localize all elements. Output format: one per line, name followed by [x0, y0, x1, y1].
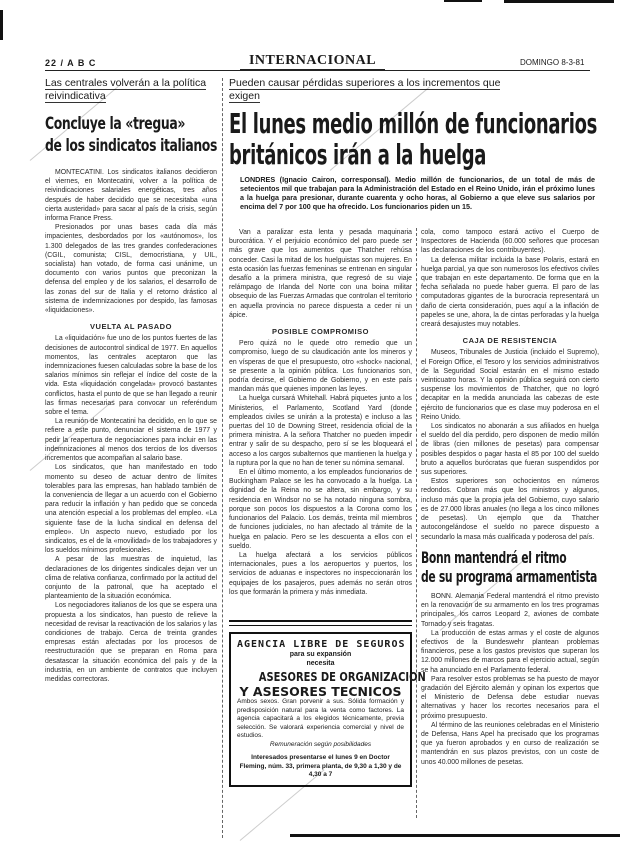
ad-agency-name: AGENCIA LIBRE DE SEGUROS — [237, 639, 406, 650]
headline-line: británicos irán a la huelga — [229, 138, 487, 171]
paragraph: Los sindicatos no abonarán a sus afiliados en huelga el sueldo del día perdido, pero disponen de medio millón de libras (cien millones de pesetas) para compensar posibles despidos o pagar hasta el 85 por 100 del sueldo bruto a aquellos burócratas que fueran suspendidos por sus superiores. — [421, 423, 599, 477]
ad-body: Ambos sexos. Gran porvenir a sus. Sólida formación y predisposición natural para la venta como factores. La agencia capacitará a los elegidos técnicamente, previa selección. Se valorará experiencia comercial y nivel de estudios. — [237, 698, 404, 739]
bonn-article-headline — [421, 548, 597, 586]
bottom-rule — [290, 834, 620, 837]
ad-text: para su expansión — [289, 651, 352, 658]
bonn-article-body — [421, 592, 599, 826]
ad-position-title: ASESORES DE ORGANIZACION — [258, 669, 426, 684]
page-edge-mark — [0, 10, 3, 40]
headline-line: El lunes medio millón de funcionarios — [229, 107, 597, 140]
header-rule — [45, 70, 590, 71]
paragraph: La huelga afectará a los servicios públicos internacionales, pues a los aeropuertos y puertos, los servicios de aduanas e inspectores no inspeccionarán los equipajes de los pasajeros, pues además no serán otros los que formarán la primera y más inmediata. — [229, 551, 412, 596]
paragraph: A pesar de las muestras de inquietud, las declaraciones de los dirigentes sindicales dejan ver un clima de relativa confianza, confirmado por la actitud del conjunto de la patronal, que ha aceptado el planteamiento de la situación económica. — [45, 556, 217, 601]
issue-date: DOMINGO 8-3-81 — [520, 58, 585, 67]
paragraph: Presionados por unas bases cada día más impacientes, desbordados por los «autónomos», los 1.300 delegados de las tres grandes confederaciones (CGIL, comunista; CISL, democristiana, y UIL, socialista) han votado, de forma casi unánime, un documento con varios puntos que preconizan la defensa del empleo y de los salarios, el desarrollo de las zonas del sur de Italia y el retorno drástico al sistema de indemnizaciones por despido, las famosas «liquidaciones». — [45, 224, 217, 315]
paragraph: La producción de estas armas y el coste de algunos efectivos de la Bundeswehr plantean problemas financieros, pese a los gastos previstos que superan los 12.000 millones de marcos para el ejercicio actual, según se ha anunciado en el Parlamento federal. — [421, 629, 599, 674]
paragraph: La «liquidación» fue uno de los puntos fuertes de las decisiones de autocontrol sindical de 1977. En aquellos momentos, las centrales aceptaron que las indemnizaciones fuesen calculadas sobre la base de los salarios mínimos sin reflejar el índice del coste de la vida. Esta «liquidación congelada» provocó bastantes conflictos, hasta el punto de que se han llegado a reunir las firmas necesarias para convocar un referéndum sobre el tema. — [45, 335, 217, 417]
paragraph: Estos superiores son ochocientos en números redondos. Cobran más que los ministros y algunos, incluso más que la propia jefa del Gobierno, cuyo salario es de 27.000 libras anuales (no llega a los cinco millones de pesetas). Un ejemplo que da Thatcher autocongelándose el sueldo no parece dispuesto a secundarlo la masa más cualificada y poderosa del país. — [421, 478, 599, 540]
paragraph: Museos, Tribunales de Justicia (incluido el Supremo), el Foreign Office, el Tesoro y los servicios administrativos de la Seguridad Social estarán en el mismo estado veinticuatro horas. Y la opinión pública seguirá con cierto suspense los movimientos de Thatcher, que no logró decapitar en la medida anunciada las cabezas de este ejército de funcionarios que es clase muy poderosa en el Reino Unido. — [421, 349, 599, 421]
main-article-lead: LONDRES (Ignacio Cairon, corresponsal). Medio millón de funcionarios, de un total de más de setecientos mil que trabajan para la Administración del Estado en el Reino Unido, irán el próximo lunes a la huelga para presionar, durante cuarenta y ocho horas, al Gobierno a que eleve sus salarios por encima del 7 por 100 que ha ofrecido. Los funcionarios piden un 15. — [240, 175, 595, 211]
main-article-kicker: Pueden causar pérdidas superiores a los incrementos que exigen — [229, 77, 501, 102]
headline-line: de los sindicatos italianos — [45, 136, 217, 156]
left-article-headline — [45, 113, 217, 157]
headline-line: Bonn mantendrá el ritmo — [421, 548, 567, 567]
paragraph: Los negociadores italianos de los que se espera una propuesta a los sindicatos, han puesto de relieve la necesidad de revisar la reactivación de los salarios y las condiciones de trabajo. Cerca de treinta grandes empresas están afectadas por los procesos de reestructuración que se preparan en Roma para desatascar la situación económica del país y de la industria, en un ambiente de contratos que incluyen medidas correctoras. — [45, 602, 217, 683]
paragraph: La reunión de Montecatini ha decidido, en lo que se refiere a este punto, denunciar el sistema de 1977 y pedir la reapertura de negociaciones para incluir en las indemnizaciones al menos dos tercios de los diversos incrementos que acompañan al salario base. — [45, 418, 217, 463]
section-title: INTERNACIONAL — [240, 53, 385, 70]
subheading: CAJA DE RESISTENCIA — [462, 336, 558, 346]
paragraph: La huelga cursará Whitehall. Habrá piquetes junto a los Ministerios, el Parlamento, Scotland Yard (donde empleados civiles se unirán a la protesta) e incluso a las puertas del 10 de Downing Street, residencia oficial de la primera ministra. A la señora Thatcher no pueden impedir entrar y salir de su despacho, pero sí se les bloqueará el acceso a los cargos subalternos que mantienen la huelga y la ruptura por la que no han de tener su nómina semanal. — [229, 395, 412, 467]
headline-line: Concluye la «tregua» — [45, 114, 186, 134]
paragraph: BONN. Alemania Federal mantendrá el ritmo previsto en la renovación de su armamento en los tres programas principales, los carros Leopard 2, aviones de combate Tornado y seis fragatas. — [421, 593, 599, 628]
ad-position-title: Y ASESORES TECNICOS — [239, 684, 402, 699]
paragraph: Al término de las reuniones celebradas en el Ministerio de Defensa, Hans Apel ha precisado que los programas que ya fueron aprobados y en curso de realización se mantendrán en sus plazos previstos, con un coste de unos 40.000 millones de pesetas. — [421, 721, 599, 766]
left-article-kicker: Las centrales volverán a la política reivindicativa — [45, 77, 207, 102]
paragraph: Pero quizá no le quede otro remedio que un compromiso, luego de su claudicación ante los mineros y en vísperas de que el presupuesto, otro «shock» nacional, se presente a la opinión pública. Los funcionarios son, podría decirse, el Gobierno de Gobierno, y en este país mandan más que quienes imponen las leyes. — [229, 340, 412, 394]
headline-line: de su programa armamentista — [421, 567, 597, 586]
ad-remuneration: Remuneración según posibilidades — [269, 740, 372, 748]
paragraph: La defensa militar incluida la base Polaris, estará en huelga parcial, ya que son numerosos los efectivos civiles que trabajan en este departamento. De forma que en la fecha señalada no puede haber guerra. El paro de las computadoras gigantes de la burocracia representará un daño de cierta consideración, pues aquí a la inflación de papeles se une, ahora, la de cintas perforadas y la huelga creará desajustes muy notables. — [421, 256, 599, 329]
paragraph: Para resolver estos problemas se ha puesto de mayor gradación del Ejército alemán y opinan los expertos que el Ministerio de Defensa debe estudiar nuevas alternativas y hacer los recortes necesarios para el próximo presupuesto. — [421, 675, 599, 720]
paragraph: Los sindicatos, que han manifestado en todo momento su deseo de actuar dentro de límites tolerables para las empresas, han hablado también de la conveniencia de llegar a un acuerdo con el Gobierno para reducir la inflación y han pedido que se conceda una atención especial a los problemas del empleo. «La siguiente fase de la lucha sindical en defensa del empleo». Un aspecto nuevo, estudiado por los sindicatos, es el de la «movilidad» de los trabajadores y los sueldos mínimos profesionales. — [45, 464, 217, 555]
column-divider — [416, 228, 417, 818]
ad-top-rule — [229, 620, 412, 622]
subheading: POSIBLE COMPROMISO — [272, 327, 369, 337]
top-edge-marks — [444, 0, 614, 3]
subheading: VUELTA AL PASADO — [90, 322, 172, 332]
paragraph: En el último momento, a los empleados funcionarios de Buckingham Palace se les ha convocado a la huelga. La dignidad de la Reina no se altera, sin embargo, y su residencia en Windsor no se ha notado ninguna sombra, porque son pocos los dispuestos a la Corona como los funcionarios del Palacio. Los demás, treinta mil miembros de funciones judiciales, no han afectado al trámite de la huelga en palacio. Pero se les descuenta a ellos con el sueldo. — [229, 469, 412, 550]
page-folio: 22 / A B C — [45, 58, 97, 68]
main-article-column-2 — [421, 228, 599, 540]
ad-text: necesita — [306, 660, 335, 667]
main-article-headline — [229, 108, 597, 170]
column-divider — [222, 78, 223, 838]
left-article-body — [45, 168, 217, 840]
paragraph: cola, como tampoco estará activo el Cuerpo de Inspectores de Hacienda (60.000 señores que procesan las declaraciones de los contribuyentes). — [421, 229, 599, 255]
advertisement-box — [229, 632, 426, 787]
ad-contact: Interesados presentarse el lunes 9 en Doctor Fleming, núm. 33, primera planta, de 9,30 a 1,30 y de 4,30 a 7 — [239, 754, 402, 778]
paragraph: Van a paralizar esta lenta y pesada maquinaria burocrática. Y el perjuicio económico del paro puede ser más grave que los aumentos que Thatcher rehúsa conceder. Casi la mitad de los huelguistas son mujeres. En esta ocasión las fuerzas femeninas se entrenan en singular desafío a la primera ministra, que regresó de su viaje relámpago de Irlanda del Norte con una boina militar obsequio de las Fuerzas Armadas que controlan el territorio en aquella provincia no parece dispuesta a ceder ni un ápice. — [229, 229, 412, 319]
main-article-column-1 — [229, 228, 412, 614]
ad-top-rule — [229, 625, 412, 626]
paragraph: MONTECATINI. Los sindicatos italianos decidieron el viernes, en Montecatini, volver a la política de reivindicaciones salariales energéticas, tres años después de haber decidido que se necesitaba «una cierta austeridad» para sacar al país de la crisis, según informa France Press. — [45, 169, 217, 223]
